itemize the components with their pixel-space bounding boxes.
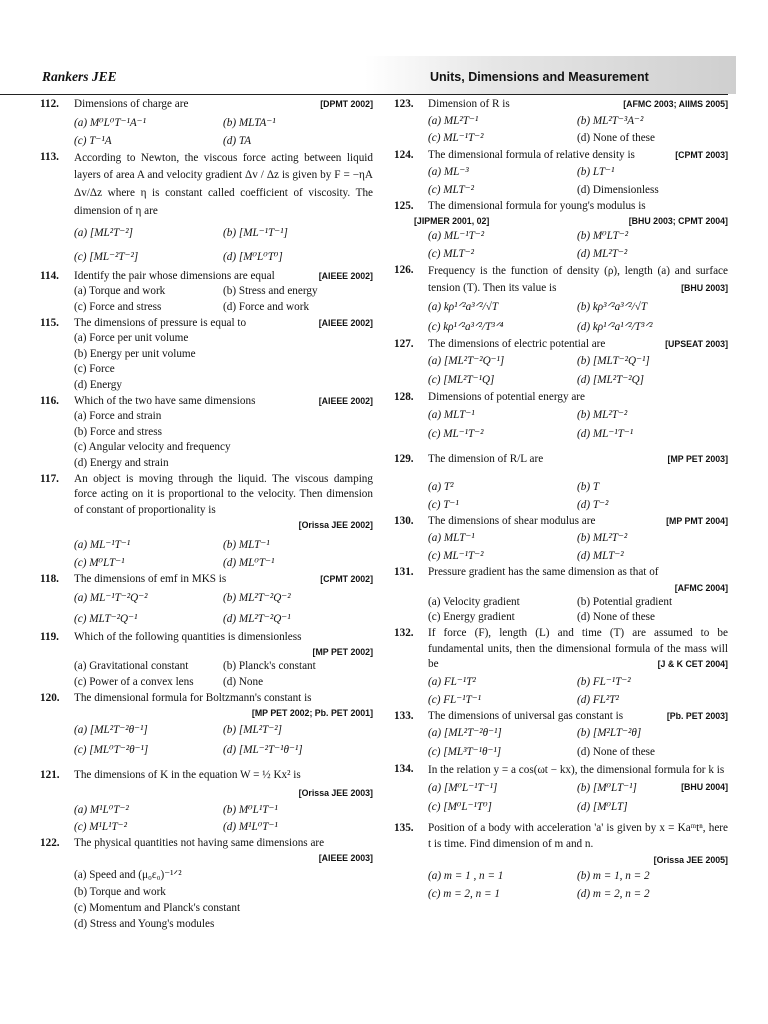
question-text: Dimension of R is [428, 98, 510, 110]
question-source: [MP PET 2002; Pb. PET 2001] [251, 708, 373, 719]
question-number: 119. [40, 630, 59, 643]
option-a: (a) MLT⁻¹ [428, 408, 475, 421]
option-b: (b) Potential gradient [577, 595, 673, 608]
option-a: (a) Gravitational constant [74, 660, 189, 673]
option-b: (b) FL⁻¹T⁻² [577, 675, 631, 688]
question-text: Frequency is the function of density (ρ), length (a) and surface tension (T). Then its value is [428, 264, 728, 294]
option-d: (d) [M⁰LT] [577, 801, 628, 814]
question-text: Which of the following quantities is dimensionless [74, 630, 302, 643]
option-d: (d) ML²T⁻²Q⁻¹ [223, 612, 291, 625]
question-number: 124. [394, 148, 414, 161]
question-number: 130. [394, 514, 414, 527]
question-text: If force (F), length (L) and time (T) are assumed to be fundamental units, then the dimensional formula of the mass will be [428, 626, 728, 671]
question-116 [40, 394, 373, 472]
option-c: (c) Force and stress [74, 300, 162, 313]
option-d: (d) FL²T² [577, 693, 619, 706]
question-128 [394, 390, 728, 444]
option-a: (a) ML⁻¹T⁻²Q⁻² [74, 591, 148, 604]
question-source: [AFMC 2004] [674, 582, 728, 593]
right-column [394, 97, 728, 903]
brand-logo: Rankers JEE [42, 69, 117, 84]
option-a: (a) ML⁻¹T⁻² [428, 229, 485, 242]
option-c: (c) ML⁻¹T⁻² [428, 132, 484, 145]
question-source: [JIPMER 2001, 02] [414, 215, 490, 226]
option-b: (b) Torque and work [74, 886, 166, 899]
question-113 [40, 150, 373, 269]
option-c: (c) MLT⁻² [428, 247, 475, 260]
question-number: 132. [394, 626, 414, 639]
question-source: [MP PET 2002] [312, 647, 373, 658]
question-126 [394, 263, 728, 337]
option-c: (c) [ML³T⁻¹θ⁻¹] [428, 746, 502, 759]
question-112 [40, 97, 373, 150]
question-number: 121. [40, 769, 60, 782]
question-number: 131. [394, 566, 414, 579]
option-d: (d) None of these [577, 746, 655, 759]
question-text: Dimensions of potential energy are [428, 391, 585, 404]
option-c: (c) M¹L¹T⁻² [74, 820, 127, 833]
question-123 [394, 97, 728, 148]
page-header [0, 56, 728, 95]
option-a: (a) ML²T⁻¹ [428, 114, 479, 127]
question-131 [394, 565, 728, 626]
question-source: [AIEEE 2003] [318, 853, 373, 864]
option-b: (b) Energy per unit volume [74, 347, 196, 360]
option-c: (c) Energy gradient [428, 611, 515, 624]
option-d: (d) m = 2, n = 2 [577, 887, 650, 900]
question-114 [40, 269, 373, 316]
question-number: 117. [40, 472, 59, 485]
option-b: (b) Force and stress [74, 425, 162, 438]
left-column [40, 97, 373, 932]
option-d: (d) ML⁰T⁻¹ [223, 557, 275, 570]
question-source: [BHU 2003] [681, 282, 728, 293]
option-d: (d) Force and work [223, 300, 310, 313]
option-c: (c) FL⁻¹T⁻¹ [428, 693, 482, 706]
option-b: (b) m = 1, n = 2 [577, 869, 650, 882]
question-number: 118. [40, 573, 59, 586]
question-text: The physical quantities not having same dimensions are [74, 836, 325, 849]
question-120 [40, 691, 373, 761]
option-a: (a) [ML²T⁻²θ⁻¹] [74, 724, 148, 737]
option-a: (a) ML⁻¹T⁻¹ [74, 539, 131, 552]
option-a: (a) ML⁻³ [428, 166, 469, 179]
option-c: (c) Force [74, 363, 115, 376]
option-c: (c) MLT⁻² [428, 184, 475, 197]
question-134 [394, 762, 728, 817]
question-source: [MP PMT 2004] [666, 515, 728, 526]
question-number: 122. [40, 836, 60, 849]
option-a: (a) Speed and (μ₀ε₀)⁻¹ᐟ² [74, 869, 182, 882]
question-text: The dimensions of K in the equation W = ½ Kx² is [74, 769, 301, 782]
option-b: (b) M⁰LT⁻² [577, 229, 629, 242]
option-d: (d) ML²T⁻² [577, 247, 628, 260]
option-d: (d) Energy [74, 378, 122, 391]
question-source: [AIEEE 2002] [318, 317, 373, 328]
option-c: (c) ML⁻¹T⁻² [428, 427, 484, 440]
question-text: In the relation y = a cos(ωt − kx), the dimensional formula for k is [428, 764, 725, 777]
question-number: 127. [394, 337, 414, 350]
question-number: 125. [394, 200, 414, 213]
option-a: (a) M¹L⁰T⁻² [74, 803, 129, 816]
option-a: (a) [ML²T⁻²θ⁻¹] [428, 727, 502, 740]
option-b: (b) M⁰L¹T⁻¹ [223, 803, 278, 816]
question-text: The dimensional formula for Boltzmann's constant is [74, 691, 312, 704]
question-text: The dimension of R/L are [428, 452, 544, 465]
question-number: 133. [394, 709, 414, 722]
option-a: (a) Force per unit volume [74, 332, 189, 345]
question-number: 115. [40, 316, 59, 329]
option-d: (d) kρ¹ᐟ²a¹ᐟ²/T³ᐟ² [577, 320, 653, 333]
option-c: (c) [ML²T⁻¹Q] [428, 374, 495, 387]
question-text: The dimensions of shear modulus are [428, 514, 596, 527]
question-124 [394, 148, 728, 200]
question-source: [J & K CET 2004] [657, 659, 728, 670]
option-a: (a) kρ¹ᐟ²a³ᐟ²/√T [428, 300, 499, 313]
question-source: [BHU 2004] [681, 782, 728, 793]
question-125 [394, 199, 728, 263]
question-number: 123. [394, 98, 414, 110]
question-text: According to Newton, the viscous force acting between liquid layers of area A and velocity gradient Δv / Δz is given by F = −ηA Δv/Δz where η is constant called coefficient of viscosity. The dimension of η are [74, 151, 373, 217]
question-source: [UPSEAT 2003] [665, 338, 728, 349]
question-source: [Orissa JEE 2003] [298, 787, 373, 798]
question-119 [40, 630, 373, 691]
question-number: 113. [40, 150, 59, 163]
option-c: (c) M⁰LT⁻¹ [74, 557, 125, 570]
option-c: (c) Angular velocity and frequency [74, 441, 231, 454]
question-number: 114. [40, 269, 59, 282]
question-source: [CPMT 2002] [320, 574, 373, 585]
option-d: (d) M¹L⁰T⁻¹ [223, 820, 278, 833]
option-b: (b) [M²LT⁻²θ] [577, 727, 642, 740]
option-b: (b) [MLT⁻²Q⁻¹] [577, 355, 650, 368]
option-c: (c) [ML⁻²T⁻²] [74, 250, 139, 263]
option-d: (d) Dimensionless [577, 184, 659, 197]
question-130 [394, 514, 728, 566]
chapter-title: Units, Dimensions and Measurement [430, 70, 649, 84]
option-d: (d) ML⁻¹T⁻¹ [577, 427, 634, 440]
question-source-2: [BHU 2003; CPMT 2004] [628, 215, 728, 226]
question-source: [AIEEE 2002] [318, 270, 373, 281]
question-number: 129. [394, 452, 414, 465]
question-source: [CPMT 2003] [675, 149, 728, 160]
question-text: The dimensions of universal gas constant is [428, 709, 624, 722]
option-c: (c) [ML⁰T⁻²θ⁻¹] [74, 744, 149, 757]
option-c: (c) T⁻¹A [74, 134, 112, 147]
question-text: Position of a body with acceleration 'a' is given by x = Kaᵐtⁿ, here t is time. Find dimension of m and n. [428, 822, 728, 850]
option-b: (b) LT⁻¹ [577, 166, 615, 179]
option-d: (d) None of these [577, 611, 655, 624]
option-a: (a) m = 1 , n = 1 [428, 869, 504, 882]
option-a: (a) M⁰L⁰T⁻¹A⁻¹ [74, 116, 146, 129]
question-number: 120. [40, 691, 60, 704]
question-text: The dimensional formula for young's modulus is [428, 200, 646, 213]
option-a: (a) [M⁰L⁻¹T⁻¹] [428, 782, 498, 795]
question-source: [Orissa JEE 2002] [298, 520, 373, 531]
option-c: (c) MLT⁻²Q⁻¹ [74, 612, 138, 625]
question-number: 116. [40, 394, 59, 407]
question-121 [40, 768, 373, 836]
option-a: (a) FL⁻¹T² [428, 675, 476, 688]
option-d: (d) TA [223, 134, 252, 147]
option-c: (c) m = 2, n = 1 [428, 887, 500, 900]
option-b: (b) kρ³ᐟ²a³ᐟ²/√T [577, 300, 648, 313]
option-d: (d) [ML²T⁻²Q] [577, 374, 645, 387]
option-a: (a) [ML²T⁻²] [74, 226, 133, 239]
question-source: [Orissa JEE 2005] [653, 854, 728, 865]
question-number: 128. [394, 391, 414, 404]
question-text: The dimensions of electric potential are [428, 337, 606, 350]
question-115 [40, 316, 373, 394]
option-d: (d) None of these [577, 132, 655, 145]
option-c: (c) Power of a convex lens [74, 676, 194, 689]
question-text: Which of the two have same dimensions [74, 394, 256, 407]
option-d: (d) Stress and Young's modules [74, 917, 215, 930]
option-b: (b) ML²T⁻² [577, 532, 628, 545]
question-text: An object is moving through the liquid. The viscous damping force acting on it is proportional to the velocity. Then dimension of constant of proportionality is [74, 472, 373, 516]
question-number: 126. [394, 263, 414, 276]
question-text: The dimensional formula of relative density is [428, 148, 635, 161]
option-b: (b) Stress and energy [223, 285, 318, 298]
option-b: (b) ML²T⁻² [577, 408, 628, 421]
option-c: (c) Momentum and Planck's constant [74, 902, 241, 915]
option-a: (a) Torque and work [74, 285, 166, 298]
option-b: (b) ML²T⁻³A⁻² [577, 114, 644, 127]
question-text: Identify the pair whose dimensions are equal [74, 269, 275, 282]
option-b: (b) MLTA⁻¹ [223, 116, 276, 129]
question-135 [394, 821, 728, 902]
question-text: Dimensions of charge are [74, 98, 189, 110]
option-b: (b) [ML⁻¹T⁻¹] [223, 226, 288, 239]
question-127 [394, 337, 728, 391]
option-b: (b) [M⁰LT⁻¹] [577, 782, 637, 795]
question-source: [MP PET 2003] [667, 453, 728, 464]
option-a: (a) [ML²T⁻²Q⁻¹] [428, 355, 505, 368]
option-c: (c) T⁻¹ [428, 498, 459, 511]
option-a: (a) T² [428, 480, 454, 493]
question-text: Pressure gradient has the same dimension as that of [428, 566, 659, 579]
option-d: (d) MLT⁻² [577, 550, 624, 563]
question-number: 135. [394, 822, 414, 835]
question-122 [40, 836, 373, 932]
question-source: [DPMT 2002] [320, 99, 373, 109]
option-d: (d) Energy and strain [74, 456, 169, 469]
option-a: (a) Velocity gradient [428, 595, 520, 608]
question-number: 112. [40, 98, 59, 110]
option-a: (a) MLT⁻¹ [428, 532, 475, 545]
question-132 [394, 626, 728, 709]
option-c: (c) [M⁰L⁻¹T⁰] [428, 801, 492, 814]
option-b: (b) MLT⁻¹ [223, 539, 270, 552]
option-b: (b) T [577, 480, 600, 493]
question-129 [394, 452, 728, 514]
question-source: [Pb. PET 2003] [666, 710, 728, 721]
option-d: (d) None [223, 676, 264, 689]
option-d: (d) T⁻² [577, 498, 609, 511]
question-source: [AIEEE 2002] [318, 395, 373, 406]
option-d: (d) [ML⁻²T⁻¹θ⁻¹] [223, 744, 303, 757]
option-b: (b) [ML²T⁻²] [223, 724, 282, 737]
question-text: The dimensions of pressure is equal to [74, 316, 247, 329]
question-117 [40, 472, 373, 573]
option-a: (a) Force and strain [74, 410, 162, 423]
option-b: (b) ML²T⁻²Q⁻² [223, 591, 291, 604]
question-source: [AFMC 2003; AIIMS 2005] [623, 99, 728, 109]
option-b: (b) Planck's constant [223, 660, 316, 673]
option-c: (c) ML⁻¹T⁻² [428, 550, 484, 563]
option-d: (d) [M⁰L⁰T⁰] [223, 250, 283, 263]
question-text: The dimensions of emf in MKS is [74, 573, 227, 586]
question-number: 134. [394, 763, 414, 776]
option-c: (c) kρ¹ᐟ²a³ᐟ²/T³ᐟ⁴ [428, 320, 504, 333]
question-118 [40, 572, 373, 630]
question-133 [394, 709, 728, 763]
